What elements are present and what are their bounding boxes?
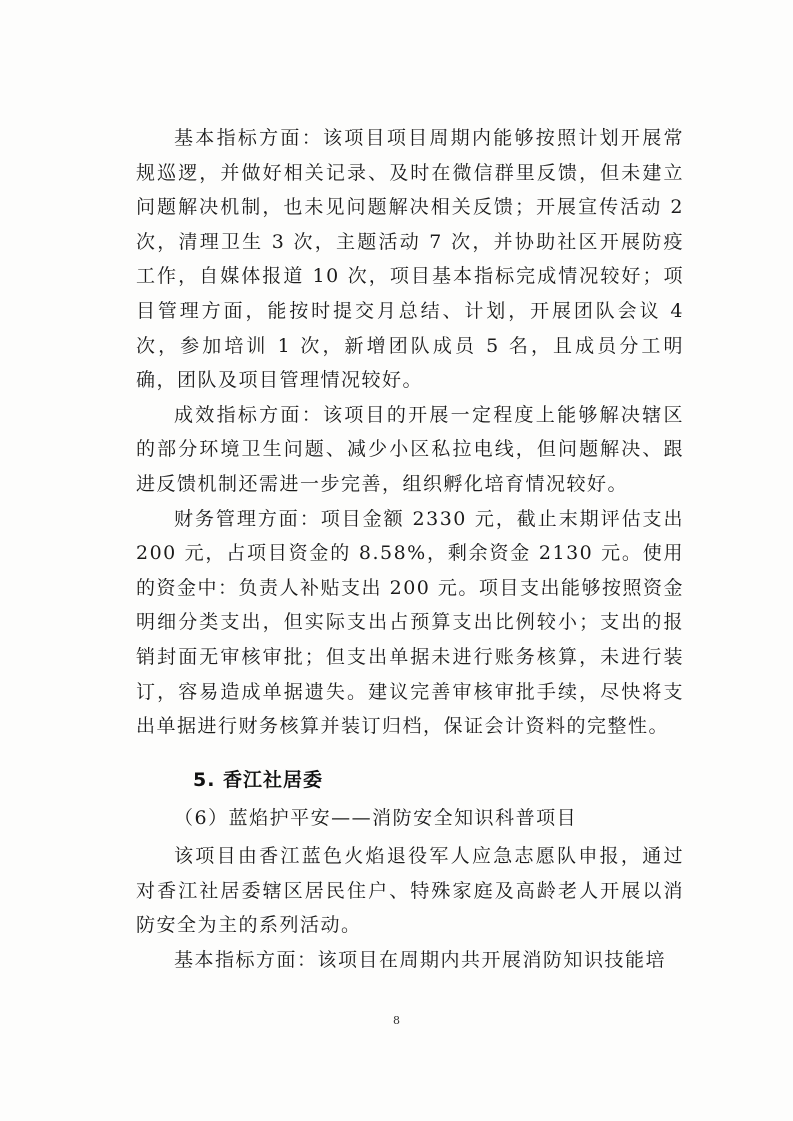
paragraph-basic-indicators: 基本指标方面：该项目项目周期内能够按照计划开展常规巡逻，并做好相关记录、及时在微信群里反馈，但未建立问题解决机制，也未见问题解决相关反馈；开展宣传活动 2 次，清理卫生 3 次，主题活动 7 次，并协助社区开展防疫工作，自媒体报道 10 次，项目基本指标完成情况较好；项目管理方面，能按时提交月总结、计划，开展团队会议 4 次，参加培训 1 次，新增团队成员 5 名，且成员分工明确，团队及项目管理情况较好。 <box>136 127 684 392</box>
paragraph-project-intro: 该项目由香江蓝色火焰退役军人应急志愿队申报，通过对香江社居委辖区居民住户、特殊家庭及高龄老人开展以消防安全为主的系列活动。 <box>136 845 684 937</box>
page-number: 8 <box>393 1014 400 1027</box>
paragraph-financial-management: 财务管理方面：项目金额 2330 元，截止末期评估支出 200 元，占项目资金的 8.58%，剩余资金 2130 元。使用的资金中：负责人补贴支出 200 元。项目支出能够按照资金明细分类支出，但实际支出占预算支出比例较小；支出的报销封面无审核审批；但支出单据未进行账务核算，未进行装订，容易造成单据遗失。建议完善审核审批手续，尽快将支出单据进行财务核算并装订归档，保证会计资料的完整性。 <box>136 507 684 738</box>
section-heading: 5. 香江社居委 <box>193 769 324 791</box>
paragraph-effect-indicators: 成效指标方面：该项目的开展一定程度上能够解决辖区的部分环境卫生问题、减少小区私拉电线，但问题解决、跟进反馈机制还需进一步完善，组织孵化培育情况较好。 <box>136 403 684 495</box>
paragraph-basic-indicators-continued: 基本指标方面：该项目在周期内共开展消防知识技能培 <box>174 948 667 971</box>
project-title: （6）蓝焰护平安——消防安全知识科普项目 <box>174 807 578 829</box>
body-text-lower <box>136 839 684 977</box>
body-text-upper <box>136 121 684 744</box>
